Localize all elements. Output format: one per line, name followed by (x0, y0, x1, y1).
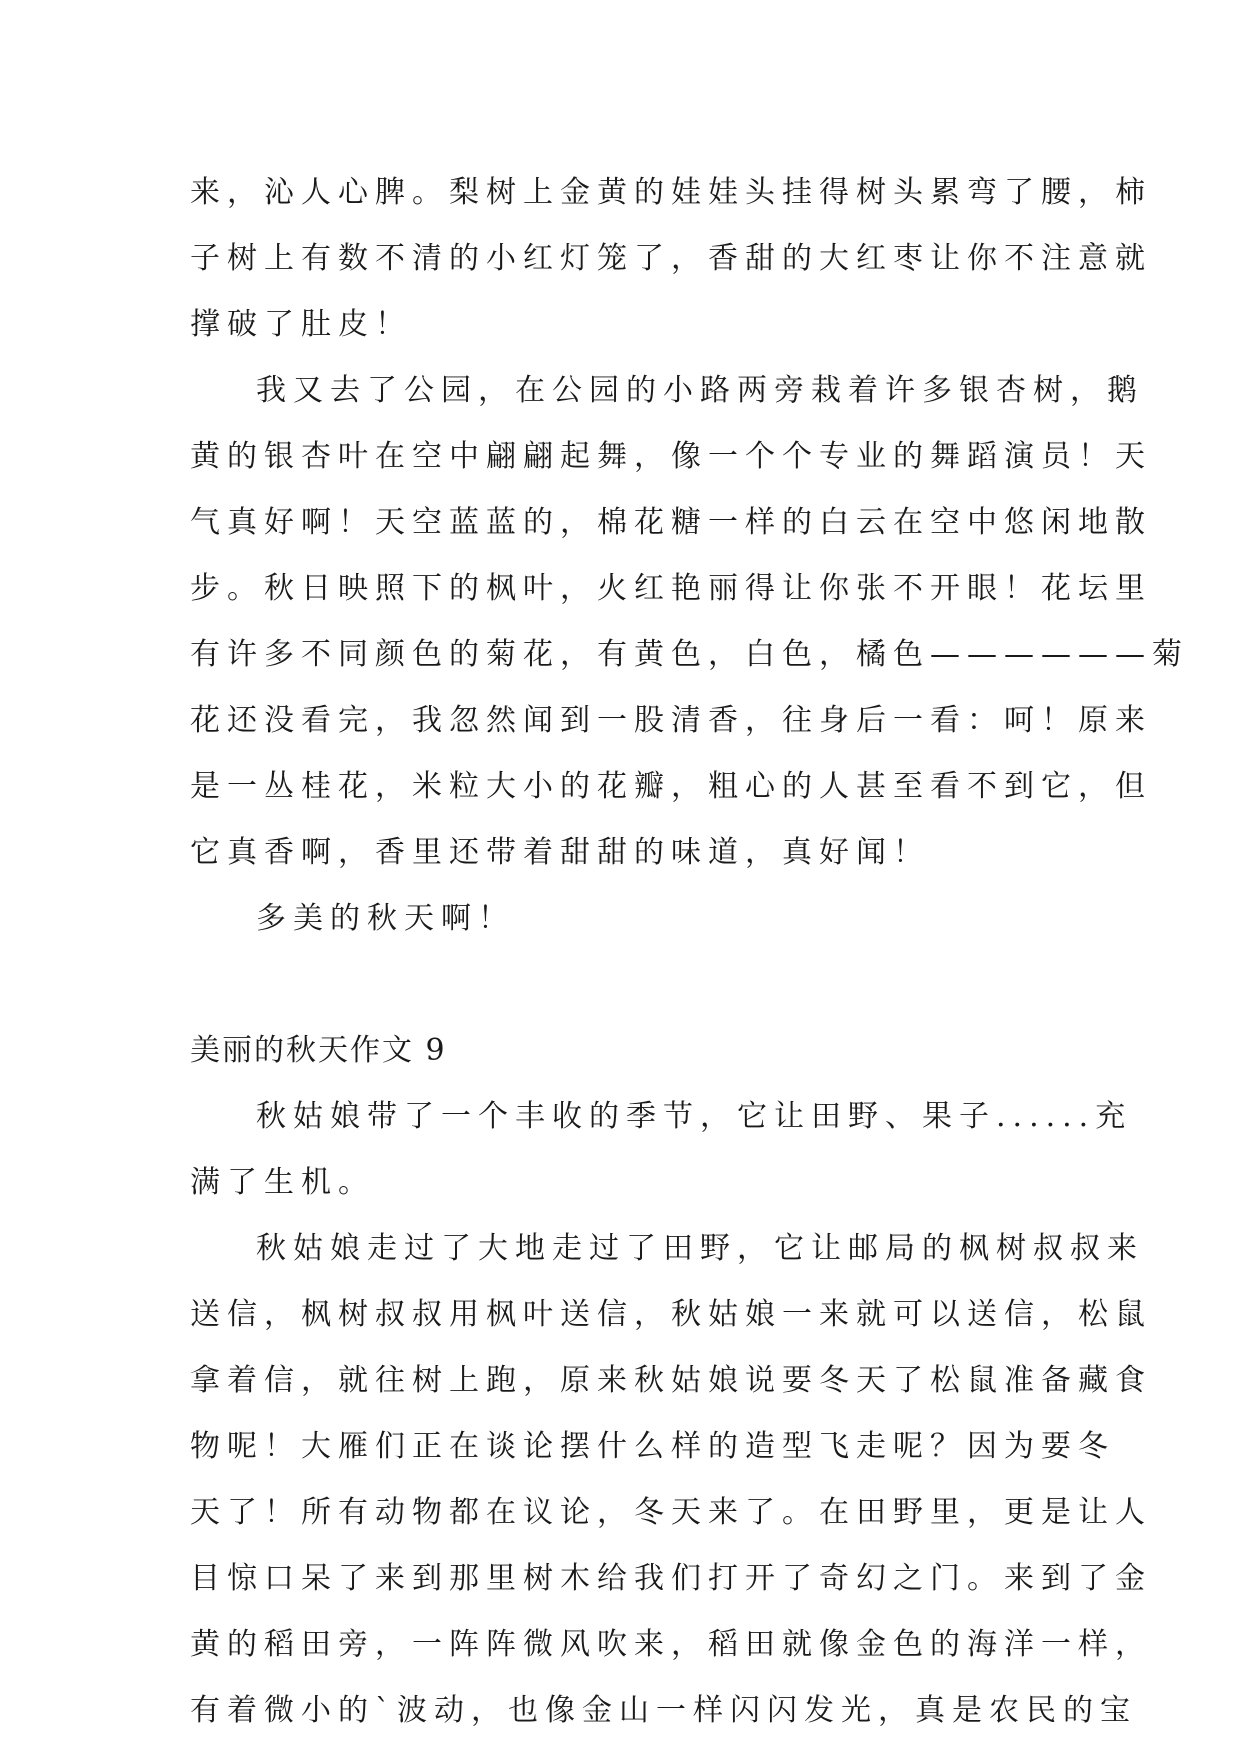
text-line: 来，沁人心脾。梨树上金黄的娃娃头挂得树头累弯了腰，柿 (190, 175, 1152, 210)
text-line: 有着微小的`波动，也像金山一样闪闪发光，真是农民的宝 (190, 1693, 1137, 1728)
text-line: 它真香啊，香里还带着甜甜的味道，真好闻！ (190, 835, 930, 870)
paragraph (190, 1084, 1133, 1216)
section-heading: 美丽的秋天作文 9 (190, 1033, 447, 1068)
text-line: 我又去了公园，在公园的小路两旁栽着许多银杏树，鹅 (256, 373, 1144, 408)
text-line: 有许多不同颜色的菊花，有黄色，白色，橘色——————菊 (190, 637, 1189, 672)
text-line: 秋姑娘走过了大地走过了田野，它让邮局的枫树叔叔来 (256, 1231, 1144, 1266)
paragraph (190, 160, 1152, 358)
text-line: 目惊口呆了来到那里树木给我们打开了奇幻之门。来到了金 (190, 1561, 1152, 1596)
text-line: 秋姑娘带了一个丰收的季节，它让田野、果子......充 (256, 1099, 1133, 1134)
text-line: 气真好啊！天空蓝蓝的，棉花糖一样的白云在空中悠闲地散 (190, 505, 1152, 540)
text-line: 子树上有数不清的小红灯笼了，香甜的大红枣让你不注意就 (190, 241, 1152, 276)
text-line: 黄的稻田旁，一阵阵微风吹来，稻田就像金色的海洋一样， (190, 1627, 1152, 1662)
text-line: 天了！所有动物都在议论，冬天来了。在田野里，更是让人 (190, 1495, 1152, 1530)
text-line: 花还没看完，我忽然闻到一股清香，往身后一看：呵！原来 (190, 703, 1152, 738)
paragraph (190, 358, 1189, 886)
text-line: 黄的银杏叶在空中翩翩起舞，像一个个专业的舞蹈演员！天 (190, 439, 1152, 474)
text-line: 是一丛桂花，米粒大小的花瓣，粗心的人甚至看不到它，但 (190, 769, 1152, 804)
paragraph-spacer (190, 952, 1050, 1018)
text-line: 多美的秋天啊！ (256, 901, 515, 936)
text-line: 送信，枫树叔叔用枫叶送信，秋姑娘一来就可以送信，松鼠 (190, 1297, 1152, 1332)
text-line: 物呢！大雁们正在谈论摆什么样的造型飞走呢？因为要冬 (190, 1429, 1115, 1464)
document-body (190, 160, 1189, 1744)
text-line: 步。秋日映照下的枫叶，火红艳丽得让你张不开眼！花坛里 (190, 571, 1152, 606)
text-line: 拿着信，就往树上跑，原来秋姑娘说要冬天了松鼠准备藏食 (190, 1363, 1152, 1398)
text-line: 撑破了肚皮！ (190, 307, 412, 342)
text-line: 满了生机。 (190, 1165, 375, 1200)
paragraph (190, 886, 1050, 952)
paragraph (190, 1216, 1152, 1744)
